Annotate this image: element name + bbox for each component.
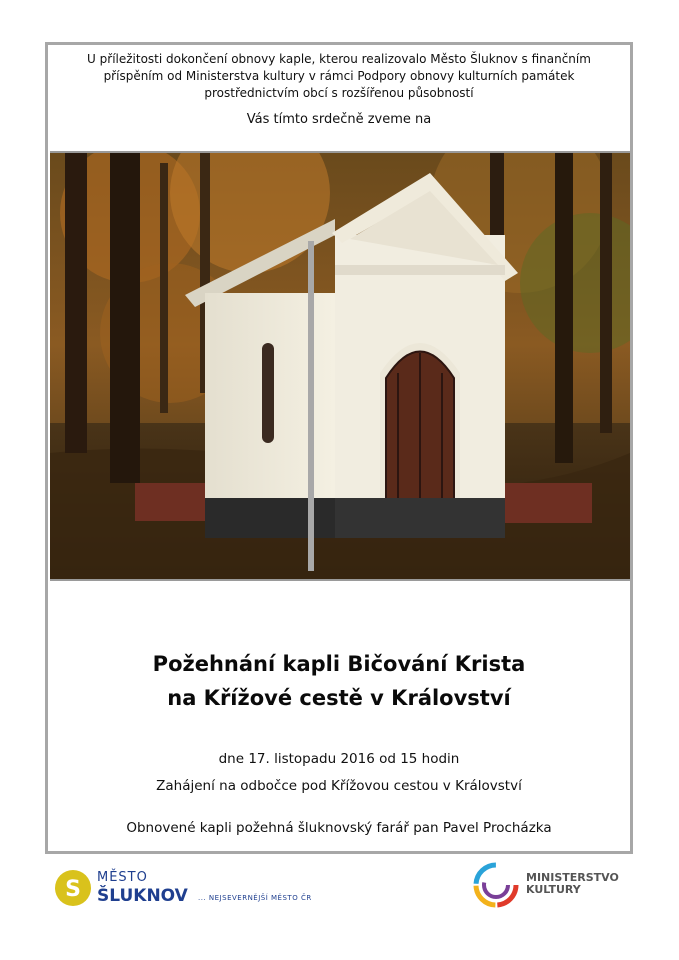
invitation-frame <box>45 42 633 854</box>
town-name-line-2: ŠLUKNOV <box>97 886 188 906</box>
svg-text:S: S <box>65 877 81 902</box>
ministry-logo <box>472 861 642 911</box>
ministry-emblem-icon <box>472 861 520 909</box>
intro-text <box>48 51 630 102</box>
invite-text: Vás tímto srdečně zveme na <box>246 112 432 127</box>
ministry-name-line-2: KULTURY <box>526 883 581 896</box>
ministry-name <box>526 872 619 896</box>
town-name <box>97 868 188 906</box>
intro-line-2: příspěním od Ministerstva kultury v rámci Podpory obnovy kulturních památek <box>103 69 575 83</box>
intro-line-3: prostřednictvím obcí s rozšířenou působností <box>204 86 474 100</box>
chapel-photo <box>50 151 630 581</box>
town-tagline: ... NEJSEVERNĚJŠÍ MĚSTO ČR <box>198 894 312 902</box>
town-logo <box>53 866 343 912</box>
event-place: Zahájení na odbočce pod Křížovou cestou v Království <box>156 778 522 794</box>
town-emblem-icon <box>53 868 93 908</box>
chapel-photo-illustration <box>50 153 630 579</box>
event-date: dne 17. listopadu 2016 od 15 hodin <box>218 751 460 767</box>
town-name-line-1: MĚSTO <box>97 870 148 885</box>
event-title-line-2: na Křížové cestě v Království <box>167 686 511 710</box>
intro-line-1: U příležitosti dokončení obnovy kaple, kterou realizovalo Město Šluknov s finančním <box>87 52 591 66</box>
event-blessing: Obnovené kapli požehná šluknovský farář pan Pavel Procházka <box>126 820 552 836</box>
ministry-name-line-1: MINISTERSTVO <box>526 871 619 884</box>
event-title-line-1: Požehnání kapli Bičování Krista <box>152 652 526 676</box>
event-title <box>48 647 630 715</box>
